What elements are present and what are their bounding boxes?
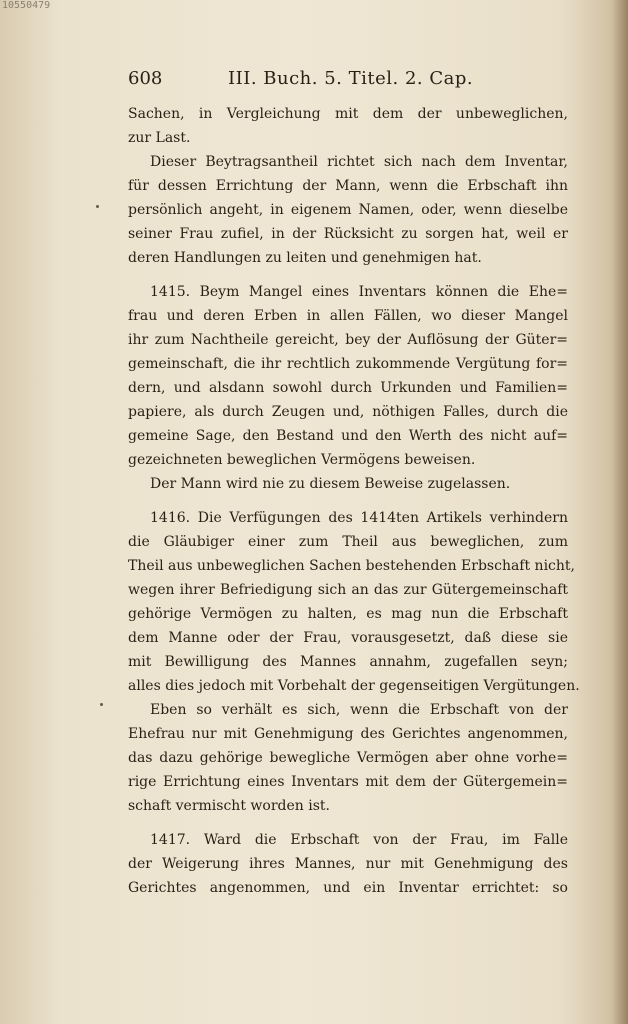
text-line: dem Manne oder der Frau, vorausgesetzt, daß diese sie — [128, 630, 568, 646]
text-line: seiner Frau zufiel, in der Rücksicht zu sorgen hat, weil er — [128, 226, 568, 242]
text-line: gehörige Vermögen zu halten, es mag nun die Erbschaft — [128, 606, 568, 622]
text-line: die Gläubiger einer zum Theil aus beweglichen, zum — [128, 534, 568, 550]
article-1416-start: 1416. Die Verfügungen des 1414ten Artikels verhindern — [150, 510, 568, 526]
text-line: das dazu gehörige bewegliche Vermögen aber ohne vorhe= — [128, 750, 568, 766]
text-line: wegen ihrer Befriedigung sich an das zur Gütergemeinschaft — [128, 582, 568, 598]
text-line: rige Errichtung eines Inventars mit dem der Gütergemein= — [128, 774, 568, 790]
text-line: für dessen Errichtung der Mann, wenn die Erbschaft ihn — [128, 178, 568, 194]
catalog-stamp: 10550479 — [2, 0, 51, 11]
text-line: Sachen, in Vergleichung mit dem der unbeweglichen, — [128, 106, 568, 122]
text-line: Eben so verhält es sich, wenn die Erbschaft von der — [150, 702, 568, 718]
text-line: ihr zum Nachtheile gereicht, bey der Auflösung der Güter= — [128, 332, 568, 348]
paper-spot — [100, 703, 103, 706]
page-number: 608 — [128, 68, 163, 89]
text-line: der Weigerung ihres Mannes, nur mit Genehmigung des — [128, 856, 568, 872]
running-title: III. Buch. 5. Titel. 2. Cap. — [228, 68, 474, 89]
article-1417-start: 1417. Ward die Erbschaft von der Frau, im Falle — [150, 832, 568, 848]
text-line: Der Mann wird nie zu diesem Beweise zugelassen. — [150, 476, 511, 492]
article-1415-start: 1415. Beym Mangel eines Inventars können die Ehe= — [150, 284, 568, 300]
text-line: Theil aus unbeweglichen Sachen bestehenden Erbschaft nicht, — [128, 558, 575, 574]
text-line: frau und deren Erben in allen Fällen, wo dieser Mangel — [128, 308, 568, 324]
text-line: papiere, als durch Zeugen und, nöthigen Falles, durch die — [128, 404, 568, 420]
text-line: schaft vermischt worden ist. — [128, 798, 330, 814]
text-line: deren Handlungen zu leiten und genehmigen hat. — [128, 250, 482, 266]
spine-shadow — [612, 0, 628, 1024]
text-line: Gerichtes angenommen, und ein Inventar errichtet: so — [128, 880, 568, 896]
page-header — [128, 68, 568, 96]
text-line: mit Bewilligung des Mannes annahm, zugefallen seyn; — [128, 654, 568, 670]
paper-spot — [96, 205, 99, 208]
text-line: gemeinschaft, die ihr rechtlich zukommende Vergütung for= — [128, 356, 568, 372]
text-line: alles dies jedoch mit Vorbehalt der gegenseitigen Vergütungen. — [128, 678, 580, 694]
body-text — [128, 102, 580, 900]
text-line: dern, und alsdann sowohl durch Urkunden und Familien= — [128, 380, 568, 396]
text-line: Dieser Beytragsantheil richtet sich nach dem Inventar, — [150, 154, 568, 170]
text-line: zur Last. — [128, 130, 191, 146]
text-line: persönlich angeht, in eigenem Namen, oder, wenn dieselbe — [128, 202, 568, 218]
text-line: gezeichneten beweglichen Vermögens beweisen. — [128, 452, 476, 468]
text-line: gemeine Sage, den Bestand und den Werth des nicht auf= — [128, 428, 568, 444]
text-line: Ehefrau nur mit Genehmigung des Gerichtes angenommen, — [128, 726, 568, 742]
